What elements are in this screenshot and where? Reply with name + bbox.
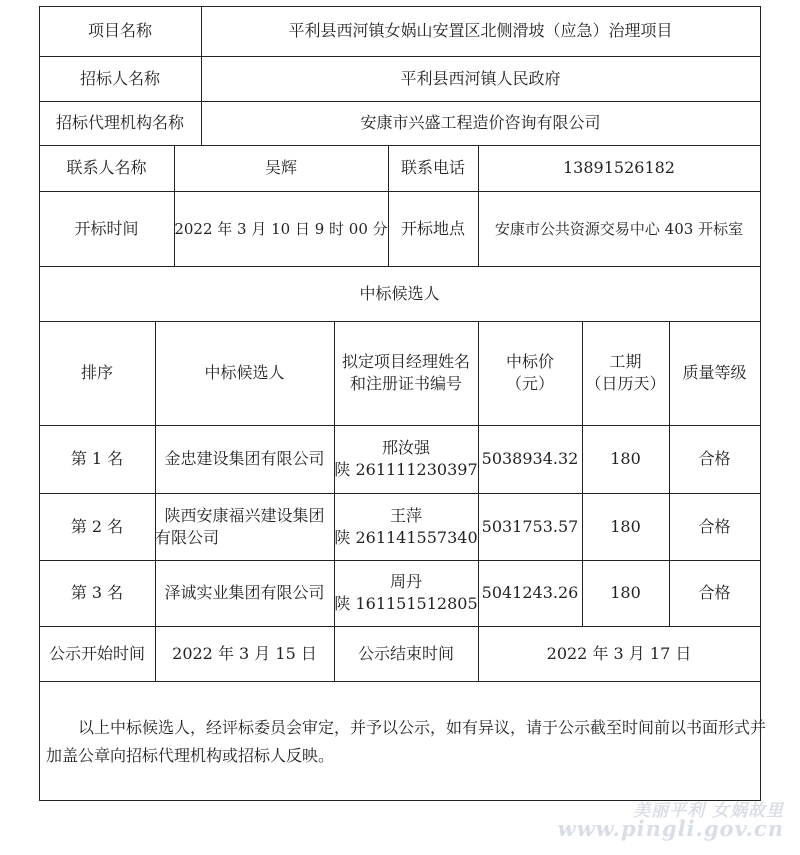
col-manager-line2: 和注册证书编号 [349, 374, 462, 393]
row2-company-line2: 有限公司 [155, 527, 220, 547]
row2-rank: 第 2 名 [70, 516, 124, 536]
agency-name: 安康市兴盛工程造价咨询有限公司 [360, 113, 601, 132]
row2-manager: 王萍 [389, 505, 422, 525]
col-manager-line1: 拟定项目经理姓名 [341, 352, 470, 371]
agency-label: 招标代理机构名称 [55, 113, 184, 132]
project-name: 平利县西河镇女娲山安置区北侧滑坡（应急）治理项目 [288, 21, 673, 40]
col-price-line1: 中标价 [505, 352, 554, 371]
row1-company [155, 425, 334, 493]
contact-phone-label: 联系电话 [400, 158, 465, 177]
col-period-line1: 工期 [609, 352, 642, 371]
opening-time: 2022 年 3 月 10 日 9 时 00 分 [174, 219, 388, 238]
row1-manager-cell [334, 425, 478, 493]
row3-company [155, 560, 334, 626]
col-price-line2: （元） [505, 374, 554, 393]
col-period-line2: （日历天） [585, 374, 666, 393]
watermark-url: www.pingli.gov.cn [557, 816, 784, 841]
project-label: 项目名称 [87, 21, 152, 40]
publicity-end-label: 公示结束时间 [357, 643, 454, 663]
tenderer-name: 平利县西河镇人民政府 [400, 68, 561, 88]
col-quality: 质量等级 [682, 363, 747, 382]
publicity-note: 以上中标候选人，经评标委员会审定，并予以公示，如有异议，请于公示截至时间前以书面形式并加盖公章向招标代理机构或招标人反映。 [46, 718, 767, 765]
row1-price: 5038934.32 [481, 449, 579, 468]
row2-quality: 合格 [698, 516, 731, 536]
opening-time-label: 开标时间 [74, 218, 139, 238]
opening-place: 安康市公共资源交易中心 403 开标室 [494, 219, 744, 238]
watermark-slogan: 美丽平利 女娲故里 [633, 801, 784, 821]
row3-cert: 陕 161151512805 [334, 594, 478, 613]
publicity-start-label: 公示开始时间 [48, 643, 145, 663]
col-candidate: 中标候选人 [204, 363, 285, 382]
row3-manager-cell [334, 560, 478, 626]
row3-quality: 合格 [698, 583, 731, 602]
contact-name: 吴辉 [264, 158, 297, 177]
contact-phone: 13891526182 [563, 158, 675, 177]
row2-period: 180 [610, 516, 641, 536]
col-manager [334, 321, 478, 425]
section-title: 中标候选人 [359, 283, 440, 303]
row2-company [155, 493, 334, 560]
col-rank: 排序 [80, 363, 113, 382]
row3-company-line1: 泽诚实业集团有限公司 [164, 583, 325, 602]
opening-place-label: 开标地点 [400, 218, 465, 238]
tenderer-label: 招标人名称 [79, 68, 160, 88]
row3-price: 5041243.26 [481, 583, 579, 602]
row3-period: 180 [610, 583, 641, 602]
row1-quality: 合格 [698, 449, 731, 468]
col-period [582, 321, 669, 425]
contact-name-label: 联系人名称 [66, 158, 147, 177]
row2-price: 5031753.57 [481, 516, 579, 536]
publicity-start: 2022 年 3 月 15 日 [172, 643, 317, 663]
row3-rank: 第 3 名 [70, 583, 124, 602]
col-price [478, 321, 582, 425]
row1-period: 180 [610, 449, 641, 468]
row1-company-line1: 金忠建设集团有限公司 [164, 449, 325, 468]
row2-manager-cell [334, 493, 478, 560]
row1-rank: 第 1 名 [70, 449, 124, 468]
publicity-end: 2022 年 3 月 17 日 [546, 643, 692, 663]
row1-cert: 陕 261111230397 [334, 460, 478, 479]
row3-manager: 周丹 [389, 572, 422, 591]
row2-company-line1: 陕西安康福兴建设集团 [164, 505, 325, 525]
row2-cert: 陕 261141557340 [334, 527, 478, 547]
row1-manager: 邢汝强 [381, 438, 430, 457]
